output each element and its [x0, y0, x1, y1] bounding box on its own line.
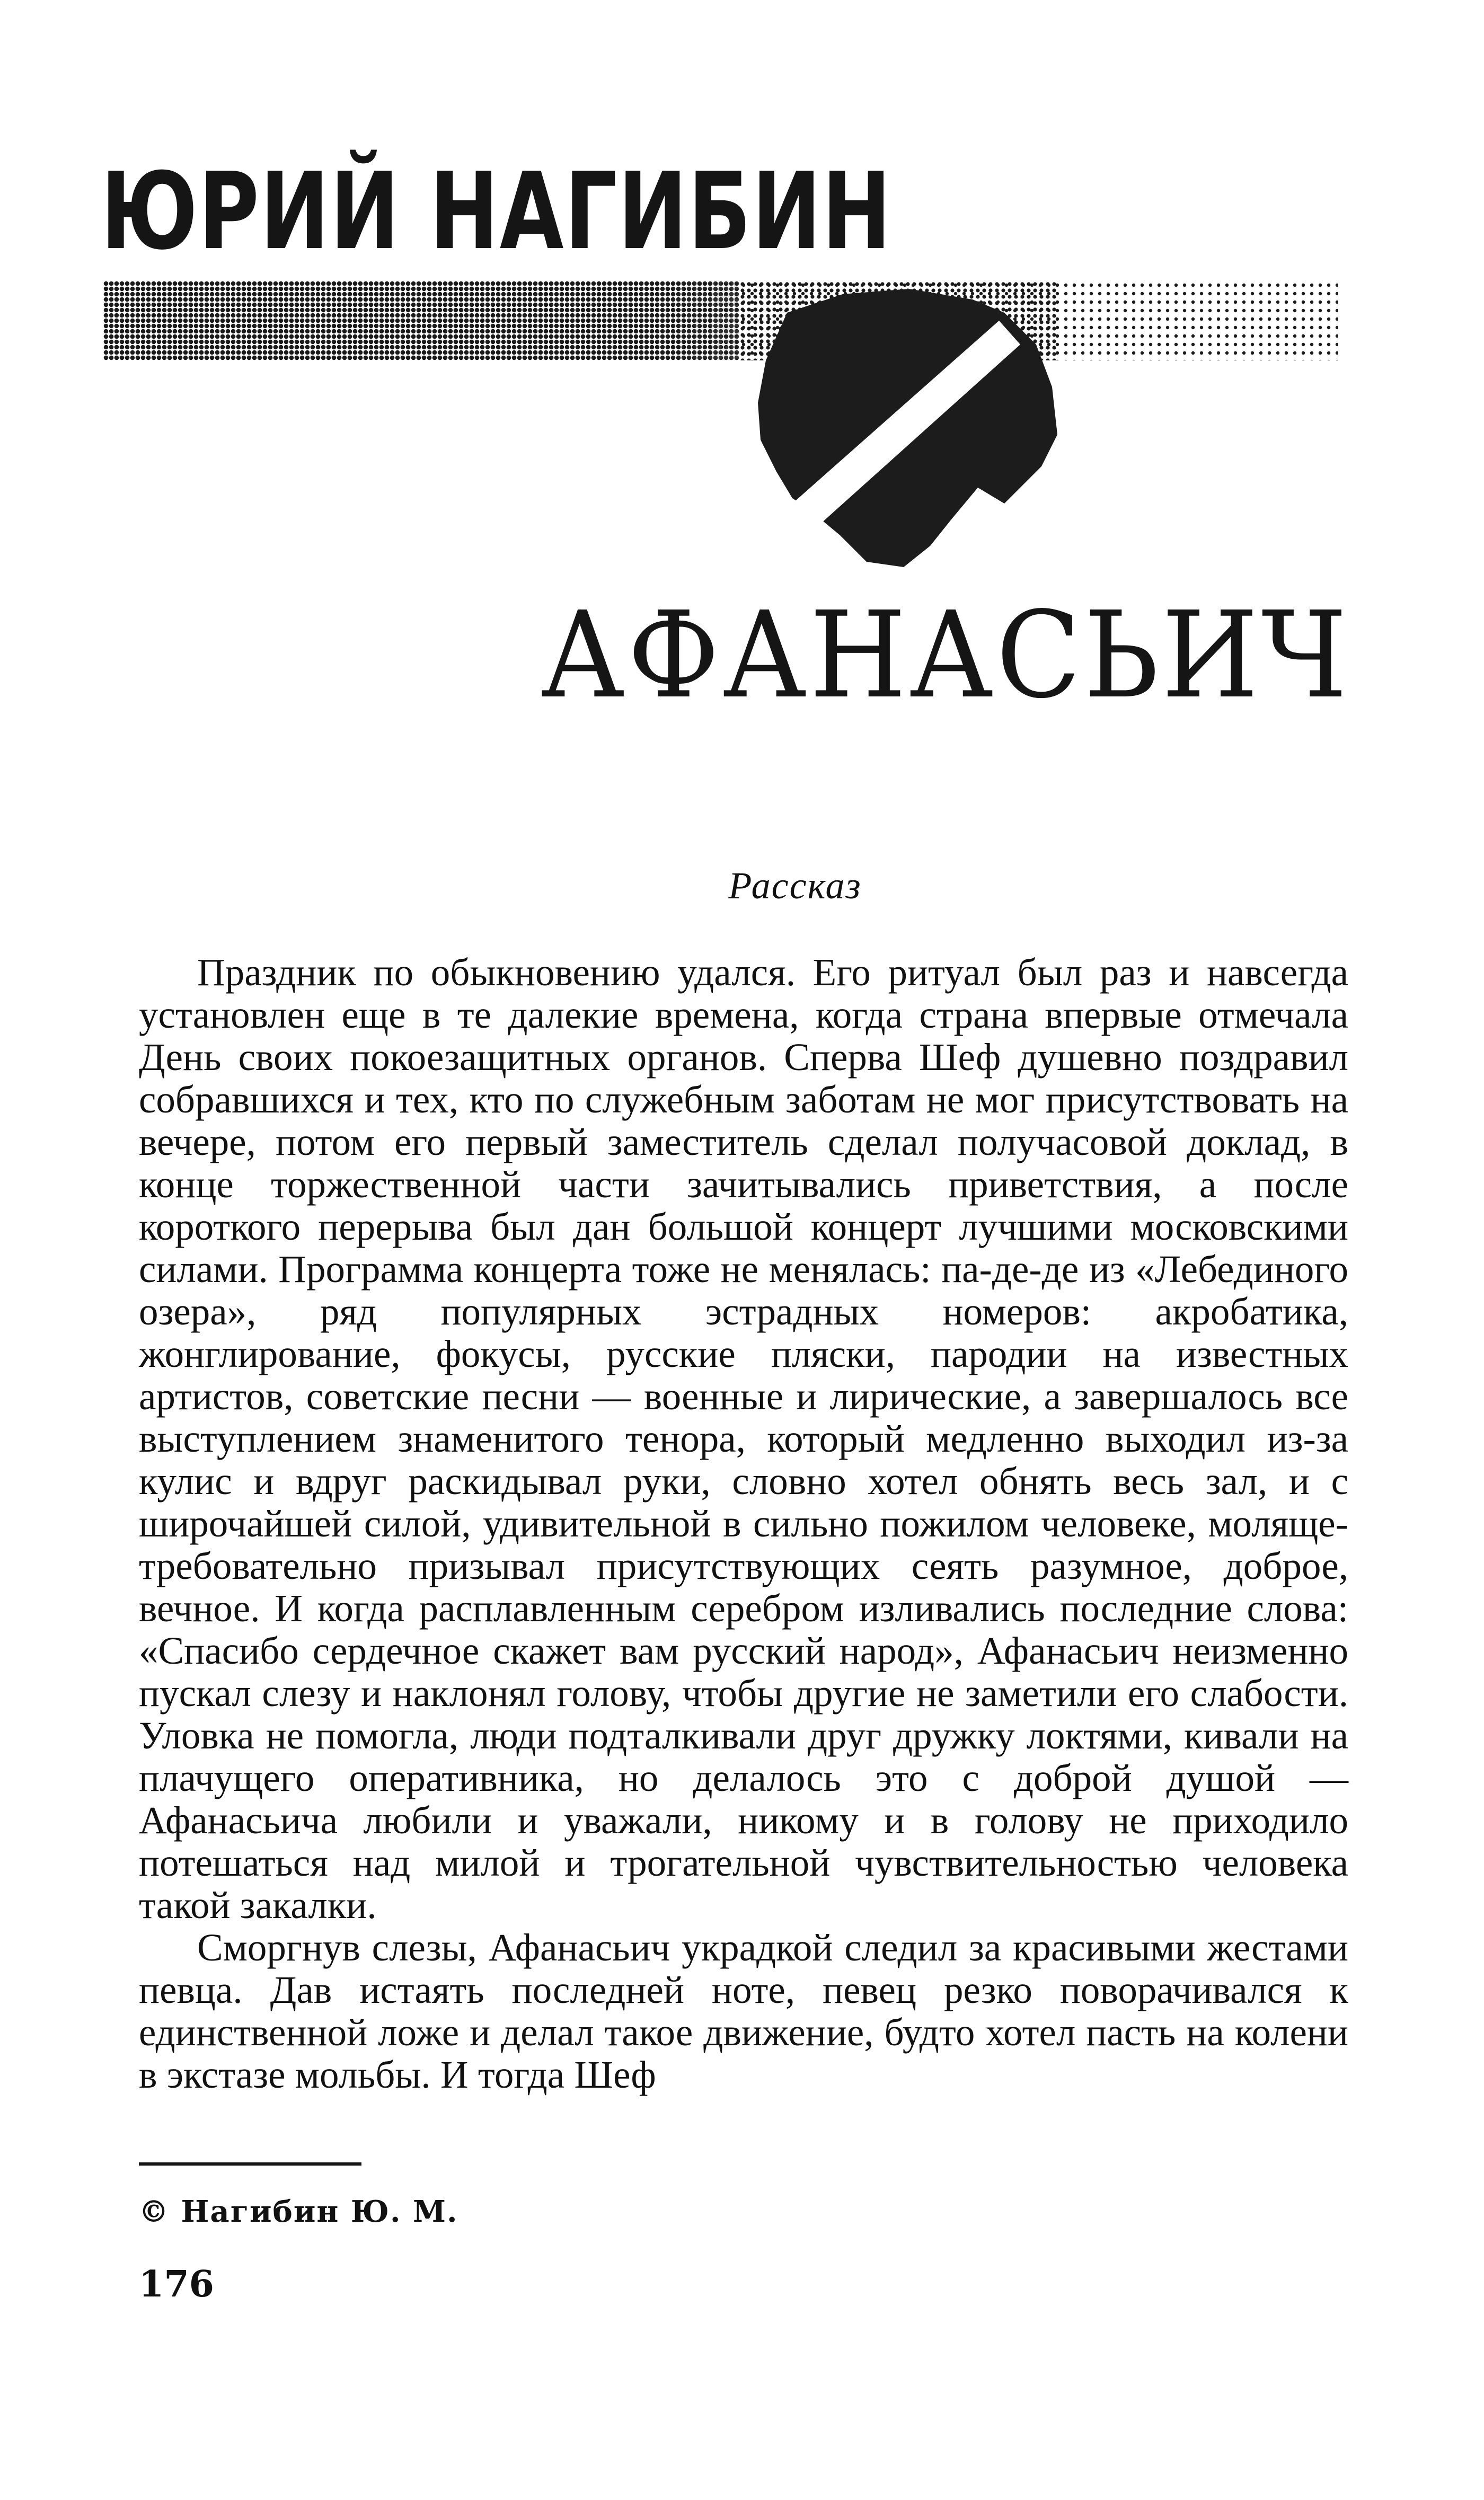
author-name: ЮРИЙ НАГИБИН	[101, 150, 892, 273]
story-title: АФАНАСЬИЧ	[541, 586, 1350, 725]
story-subtitle: Рассказ	[728, 864, 862, 907]
halftone-band	[103, 281, 1338, 360]
story-body	[139, 951, 1348, 2096]
copyright-note: © Нагибин Ю. М.	[139, 2194, 458, 2229]
title-illustration	[103, 281, 1338, 578]
paragraph-2: Сморгнув слезы, Афанасьич украдкой следил за красивыми жестами певца. Дав истаять последней ноте, певец резко поворачивался к единственной ложе и делал такое движение, будто хотел пасть на колени в экстазе мольбы. И тогда Шеф	[139, 1926, 1348, 2096]
paragraph-1: Праздник по обыкновению удался. Его ритуал был раз и навсегда установлен еще в те далекие времена, когда страна впервые отмечала День своих покоезащитных органов. Сперва Шеф душевно поздравил собравшихся и тех, кто по служебным заботам не мог присутствовать на вечере, потом его первый заместитель сделал получасовой доклад, в конце торжественной части зачитывались приветствия, а после короткого перерыва был дан большой концерт лучшими московскими силами. Программа концерта тоже не менялась: па-де-де из «Лебединого озера», ряд популярных эстрадных номеров: акробатика, жонглирование, фокусы, русские пляски, пародии на известных артистов, советские песни — военные и лирические, а завершалось все выступлением знаменитого тенора, который медленно выходил из-за кулис и вдруг раскидывал руки, словно хотел обнять весь зал, и с широчайшей силой, удивительной в сильно пожилом человеке, моляще-требовательно призывал присутствующих сеять разумное, доброе, вечное. И когда расплавленным серебром изливались последние слова: «Спасибо сердечное скажет вам русский народ», Афанасьич неизменно пускал слезу и наклонял голову, чтобы другие не заметили его слабости. Уловка не помогла, люди подталкивали друг дружку локтями, кивали на плачущего оперативника, но делалось это с доброй душой — Афанасьича любили и уважали, никому и в голову не приходило потешаться над милой и трогательной чувствительностью человека такой закалки.	[139, 951, 1348, 1927]
page-number: 176	[139, 2263, 214, 2305]
footnote-rule	[139, 2162, 361, 2166]
